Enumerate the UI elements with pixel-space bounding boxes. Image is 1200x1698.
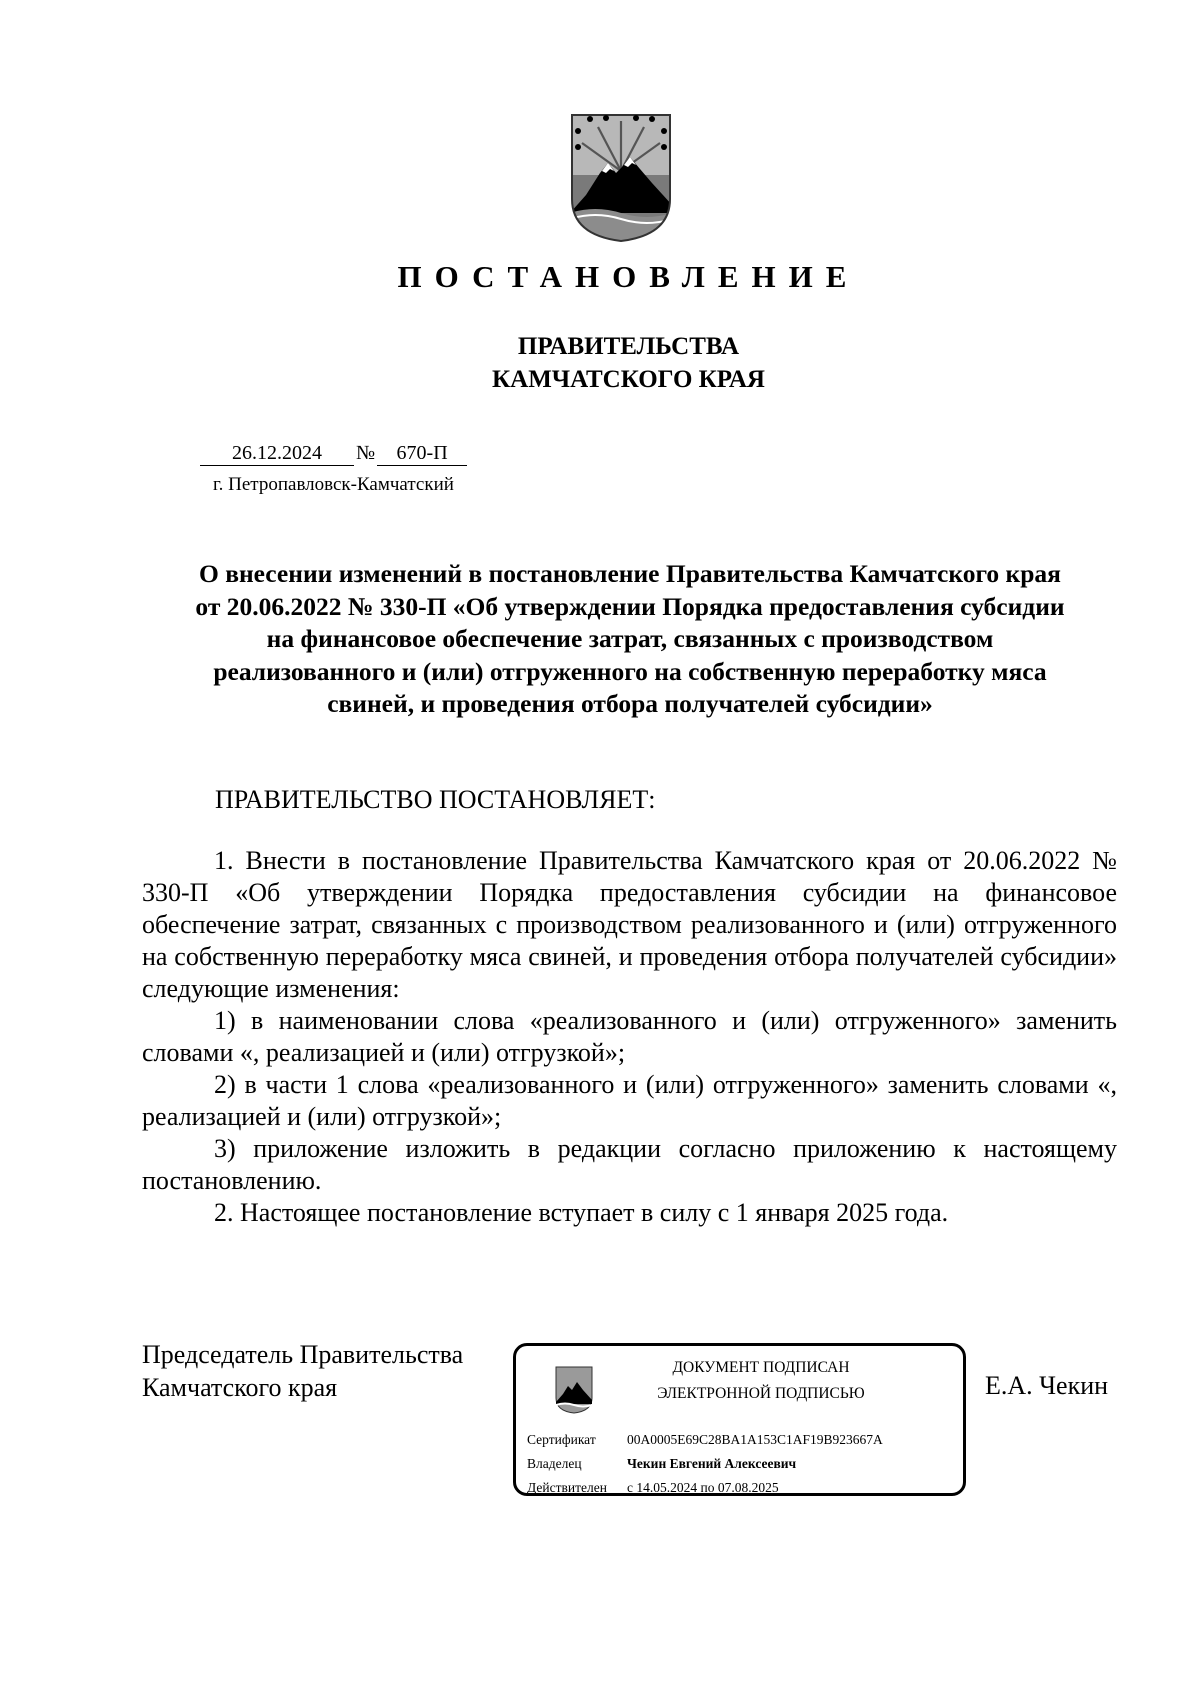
stamp-heading-line-1: ДОКУМЕНТ ПОДПИСАН (672, 1359, 850, 1376)
body-paragraph: 1. Внести в постановление Правительства Камчатского края от 20.06.2022 № 330-П «Об утверждении Порядка предоставления субсидии на финансовое обеспечение затрат, связанных с производством реализованного и (или) отгруженного на собственную переработку мяса свиней, и проведения отбора получателей субсидии» следующие изменения: (142, 846, 1117, 1003)
body-paragraph: 2. Настоящее постановление вступает в силу с 1 января 2025 года. (214, 1198, 949, 1227)
signer-title-line-1: Председатель Правительства (142, 1340, 464, 1369)
document-body (142, 845, 1117, 1229)
document-number: 670-П (377, 441, 467, 466)
validity-label: Действителен (527, 1480, 607, 1495)
subject-line: О внесении изменений в постановление Правительства Камчатского края (199, 559, 1061, 588)
owner-label: Владелец (527, 1456, 582, 1471)
certificate-label: Сертификат (527, 1432, 596, 1447)
stamp-heading-line-2: ЭЛЕКТРОННОЙ ПОДПИСЬЮ (657, 1385, 865, 1402)
issuer-line-2: КАМЧАТСКОГО КРАЯ (492, 366, 765, 393)
city-line: г. Петропавловск-Камчатский (213, 474, 454, 495)
kamchatka-coat-of-arms-icon (570, 113, 672, 243)
subject-line: на финансовое обеспечение затрат, связанных с производством (266, 624, 994, 653)
decree-heading: ПРАВИТЕЛЬСТВО ПОСТАНОВЛЯЕТ: (215, 785, 656, 814)
stamp-coat-of-arms-icon (555, 1366, 593, 1414)
subject-line: от 20.06.2022 № 330-П «Об утверждении Порядка предоставления субсидии (195, 591, 1065, 621)
signer-title (142, 1338, 463, 1404)
stamp-certificate-row (527, 1432, 883, 1448)
body-paragraph: 3) приложение изложить в редакции согласно приложению к настоящему постановлению. (142, 1134, 1117, 1195)
electronic-signature-stamp (513, 1343, 966, 1496)
document-type-heading: ПОСТАНОВЛЕНИЕ (397, 259, 860, 294)
signer-name: Е.А. Чекин (985, 1371, 1109, 1400)
stamp-owner-row (527, 1456, 796, 1472)
issuer-heading (0, 330, 1200, 396)
validity-value: с 14.05.2024 по 07.08.2025 (627, 1480, 779, 1495)
number-sign: № (356, 442, 376, 464)
owner-value: Чекин Евгений Алексеевич (627, 1456, 797, 1471)
issuer-line-1: ПРАВИТЕЛЬСТВА (517, 333, 740, 360)
subject-line: реализованного и (или) отгруженного на собственную переработку мяса (213, 656, 1047, 686)
certificate-value: 00A0005E69C28BA1A153C1AF19B923667A (627, 1432, 883, 1447)
document-date: 26.12.2024 (200, 441, 354, 466)
document-subject (130, 558, 1130, 721)
stamp-validity-row (527, 1480, 779, 1496)
body-paragraph: 1) в наименовании слова «реализованного и (или) отгруженного» заменить словами «, реализацией и (или) отгрузкой»; (142, 1006, 1117, 1067)
body-paragraph: 2) в части 1 слова «реализованного и (или) отгруженного» заменить словами «, реализацией и (или) отгрузкой»; (142, 1070, 1117, 1131)
signer-title-line-2: Камчатского края (142, 1373, 338, 1402)
date-number-line (200, 441, 467, 467)
subject-line: свиней, и проведения отбора получателей субсидии» (327, 689, 933, 718)
stamp-heading (636, 1355, 886, 1407)
